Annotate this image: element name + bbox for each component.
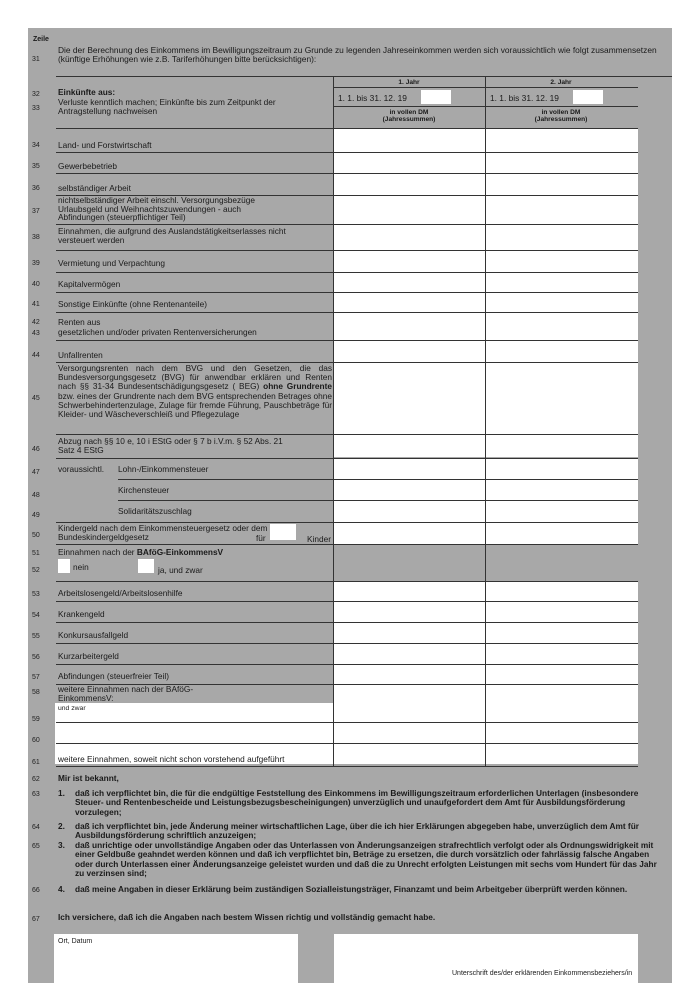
nein-checkbox[interactable] bbox=[58, 559, 70, 573]
period2: 1. 1. bis 31. 12. 19 bbox=[490, 93, 559, 103]
item-num: 1. bbox=[58, 788, 65, 798]
item-num: 3. bbox=[58, 840, 65, 850]
row-number: 58 bbox=[32, 689, 40, 696]
row-label: gesetzlichen und/oder privaten Rentenversicherungen bbox=[58, 327, 257, 337]
row-label: Abfindungen (steuerfreier Teil) bbox=[58, 671, 169, 681]
row-label: selbständiger Arbeit bbox=[58, 183, 131, 193]
item-num: 2. bbox=[58, 821, 65, 831]
row-number: 35 bbox=[32, 163, 40, 170]
row-number: 63 bbox=[32, 791, 40, 798]
row-number: 62 bbox=[32, 776, 40, 783]
year2-bafoeg-column[interactable] bbox=[486, 581, 638, 764]
row-number: 31 bbox=[32, 56, 40, 63]
row-label: Einnahmen, die aufgrund des Auslandstätigkeitserlasses nicht versteuert werden bbox=[58, 226, 286, 246]
row-number: 37 bbox=[32, 208, 40, 215]
item-num: 4. bbox=[58, 884, 65, 894]
row45-text-bold: ohne Grundrente bbox=[263, 381, 332, 392]
row51-label-bold: BAföG-EinkommensV bbox=[136, 547, 224, 557]
row-label: Kirchensteuer bbox=[118, 485, 170, 495]
row-label: Gewerbebetrieb bbox=[58, 161, 118, 171]
versicherung-text: Ich versichere, daß ich die Angaben nach bestem Wissen richtig und vollständig gemacht habe. bbox=[58, 912, 436, 922]
row-label: Unfallrenten bbox=[58, 350, 103, 360]
year1-tax-column[interactable] bbox=[334, 458, 485, 544]
row-number: 36 bbox=[32, 185, 40, 192]
row-number: 55 bbox=[32, 633, 40, 640]
year1-input[interactable] bbox=[421, 90, 451, 104]
nein-label: nein bbox=[73, 562, 89, 572]
row-number: 44 bbox=[32, 352, 40, 359]
row-number: 42 bbox=[32, 319, 40, 326]
row-number: 57 bbox=[32, 674, 40, 681]
row-number: 40 bbox=[32, 281, 40, 288]
row-number: 61 bbox=[32, 759, 40, 766]
fuer-label: für bbox=[256, 533, 266, 543]
row-number: 64 bbox=[32, 824, 40, 831]
unit2: in vollen DM (Jahressummen) bbox=[534, 109, 588, 124]
einkuenfte-subtitle: Verluste kenntlich machen; Einkünfte bis zum Zeitpunkt der Antragstellung nachweisen bbox=[58, 97, 276, 117]
item-text: daß meine Angaben in dieser Erklärung beim zuständigen Sozialleistungsträger, Finanzamt und beim Arbeitgeber überprüft werden können. bbox=[75, 884, 628, 894]
row-label: Kurzarbeitergeld bbox=[58, 651, 119, 661]
row-number: 47 bbox=[32, 469, 40, 476]
kinder-label: Kinder bbox=[307, 534, 331, 544]
item-text: daß ich verpflichtet bin, jede Änderung meiner wirtschaftlichen Lage, über die ich hier Erklärungen abgegeben habe, unverzüglich dem Amt für Ausbildungsförderung schriftlich anzuzeigen; bbox=[75, 821, 639, 841]
year1-bafoeg-column[interactable] bbox=[334, 581, 485, 764]
row-number: 41 bbox=[32, 301, 40, 308]
unterschrift-label: Unterschrift des/der erklärenden Einkommensbeziehers/in bbox=[452, 970, 633, 977]
und-zwar-label: und zwar bbox=[58, 705, 86, 712]
row-number: 51 bbox=[32, 550, 40, 557]
ja-checkbox[interactable] bbox=[138, 559, 154, 573]
row-number: 54 bbox=[32, 612, 40, 619]
row-number: 48 bbox=[32, 492, 40, 499]
row-number: 56 bbox=[32, 654, 40, 661]
row-label: Arbeitslosengeld/Arbeitslosenhilfe bbox=[58, 588, 183, 598]
row-label: Krankengeld bbox=[58, 609, 105, 619]
row51-label: Einnahmen nach der bbox=[58, 547, 135, 557]
row-number: 39 bbox=[32, 260, 40, 267]
row-label: Konkursausfallgeld bbox=[58, 630, 129, 640]
row45-text-a: Versorgungsrenten nach dem BVG und den Gesetzen, die das Bundesversorgungsgesetz (BVG) für anwendbar erklären und Renten nach §§ 31-34 Bundesentschädigungsgesetz ( BEG) bbox=[58, 363, 332, 392]
item-text: daß unrichtige oder unvollständige Angaben oder das Unterlassen von Änderungsanzeigen strafrechtlich verfolgt oder als Ordnungswidrigkeit mit einer Geldbuße geahndet werden können und daß ich verpflichtet bin, Beträge zu ersetzen, die durch vorsätzlich oder fahrlässig falsche Angaben oder durch Unterlassen einer Änderungsanzeige geleistet wurden und daß die zu Unrecht erfolgten Leistungen mit sechs vom Hundert für das Jahr zu verzinsen sind; bbox=[75, 840, 657, 878]
year2-header: 2. Jahr bbox=[550, 79, 572, 86]
row-label: Solidaritätszuschlag bbox=[118, 506, 192, 516]
row-number: 32 bbox=[32, 91, 40, 98]
row-number: 33 bbox=[32, 105, 40, 112]
period1: 1. 1. bis 31. 12. 19 bbox=[338, 93, 407, 103]
row-label: Renten aus bbox=[58, 317, 101, 327]
intro-text: Die der Berechnung des Einkommens im Bewilligungszeitraum zu Grunde zu legenden Jahreseinkommen werden sich voraussichtlich wie folgt zusammensetzen (künftige Erhöhungen wie z.B. Tariferhöhungen bitte berücksichtigen): bbox=[58, 45, 657, 65]
zeile-label: Zeile bbox=[33, 36, 49, 43]
row-number: 46 bbox=[32, 446, 40, 453]
kinder-count-input[interactable] bbox=[270, 524, 296, 540]
row-number: 66 bbox=[32, 887, 40, 894]
row-number: 50 bbox=[32, 532, 40, 539]
row-label: nichtselbständiger Arbeit einschl. Versorgungsbezüge Urlaubsgeld und Weihnachtszuwendungen - auch Abfindungen (steuerpflichtiger Teil) bbox=[58, 195, 255, 223]
einkuenfte-title: Einkünfte aus: bbox=[58, 87, 116, 97]
row45-text-c: bzw. eines der Grundrente nach dem BVG entsprechenden Betrages ohne Schwerbehindertenzulage, Zulage für fremde Führung, Pauschbeträge für Kleider- und Wäscheverschleiß und Pflegezulage bbox=[58, 390, 332, 420]
row-label: Kindergeld nach dem Einkommensteuergesetz oder dem Bundeskindergeldgesetz bbox=[58, 523, 268, 543]
row-number: 67 bbox=[32, 916, 40, 923]
row-number: 53 bbox=[32, 591, 40, 598]
bekannt-title: Mir ist bekannt, bbox=[58, 773, 119, 783]
row-number: 45 bbox=[32, 395, 40, 402]
year2-tax-column[interactable] bbox=[486, 458, 638, 544]
ja-label: ja, und zwar bbox=[158, 565, 203, 575]
row-number: 59 bbox=[32, 716, 40, 723]
row-number: 34 bbox=[32, 142, 40, 149]
row-label: weitere Einnahmen nach der BAföG-EinkommensV: bbox=[58, 684, 194, 704]
row-label: Abzug nach §§ 10 e, 10 i EStG oder § 7 b i.V.m. § 52 Abs. 21 Satz 4 EStG bbox=[58, 436, 283, 456]
row-number: 52 bbox=[32, 567, 40, 574]
row-number: 43 bbox=[32, 330, 40, 337]
ort-datum-label: Ort, Datum bbox=[58, 938, 93, 945]
row-label: voraussichtl. bbox=[58, 464, 105, 474]
year1-header: 1. Jahr bbox=[398, 79, 420, 86]
row-number: 38 bbox=[32, 234, 40, 241]
row-label: Kapitalvermögen bbox=[58, 279, 121, 289]
unit1: in vollen DM (Jahressummen) bbox=[382, 109, 436, 124]
item-text: daß ich verpflichtet bin, die für die endgültige Feststellung des Einkommens im Bewilligungszeitraum erforderlichen Unterlagen (insbesondere Steuer- und Rentenbescheide und Leistungsbezugsbescheinigungen) unverzüglich und unaufgefordert dem Amt für Ausbildungsförderung vorzulegen; bbox=[75, 788, 639, 817]
year2-input[interactable] bbox=[573, 90, 603, 104]
row-label: Vermietung und Verpachtung bbox=[58, 258, 166, 268]
row-number: 49 bbox=[32, 512, 40, 519]
form-page bbox=[28, 28, 672, 983]
row-label: Lohn-/Einkommensteuer bbox=[118, 464, 209, 474]
row-label: weitere Einnahmen, soweit nicht schon vorstehend aufgeführt bbox=[58, 754, 285, 764]
row-label: Land- und Forstwirtschaft bbox=[58, 140, 152, 150]
row-number: 65 bbox=[32, 843, 40, 850]
row-label: Sonstige Einkünfte (ohne Rentenanteile) bbox=[58, 299, 207, 309]
row-number: 60 bbox=[32, 737, 40, 744]
